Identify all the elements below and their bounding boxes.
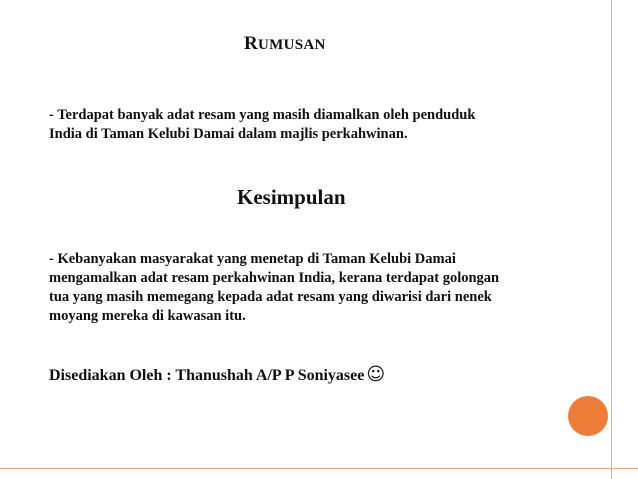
title-initial: R: [244, 33, 259, 54]
kesimpulan-line: moyang mereka di kawasan itu.: [49, 308, 246, 324]
orange-circle-decoration: [568, 396, 608, 436]
kesimpulan-line: tua yang masih memegang kepada adat resam yang diwarisi dari nenek: [49, 289, 492, 305]
kesimpulan-paragraph: [49, 250, 569, 326]
rumusan-line: India di Taman Kelubi Damai dalam majlis perkahwinan.: [49, 126, 408, 142]
slide-title: [244, 33, 326, 55]
kesimpulan-line: - Kebanyakan masyarakat yang menetap di Taman Kelubi Damai: [49, 251, 456, 267]
smiley-icon: ☺: [366, 364, 386, 385]
title-rest: UMUSAN: [258, 37, 326, 53]
kesimpulan-heading: Kesimpulan: [237, 185, 346, 209]
signature-text: Disediakan Oleh : Thanushah A/P P Soniyasee: [49, 367, 365, 384]
horizontal-rule: [0, 468, 638, 469]
signature-line: [49, 364, 385, 385]
rumusan-line: - Terdapat banyak adat resam yang masih diamalkan oleh penduduk: [49, 107, 476, 123]
vertical-rule: [611, 0, 612, 479]
rumusan-paragraph: [49, 106, 569, 144]
kesimpulan-line: mengamalkan adat resam perkahwinan India, kerana terdapat golongan: [49, 270, 500, 286]
